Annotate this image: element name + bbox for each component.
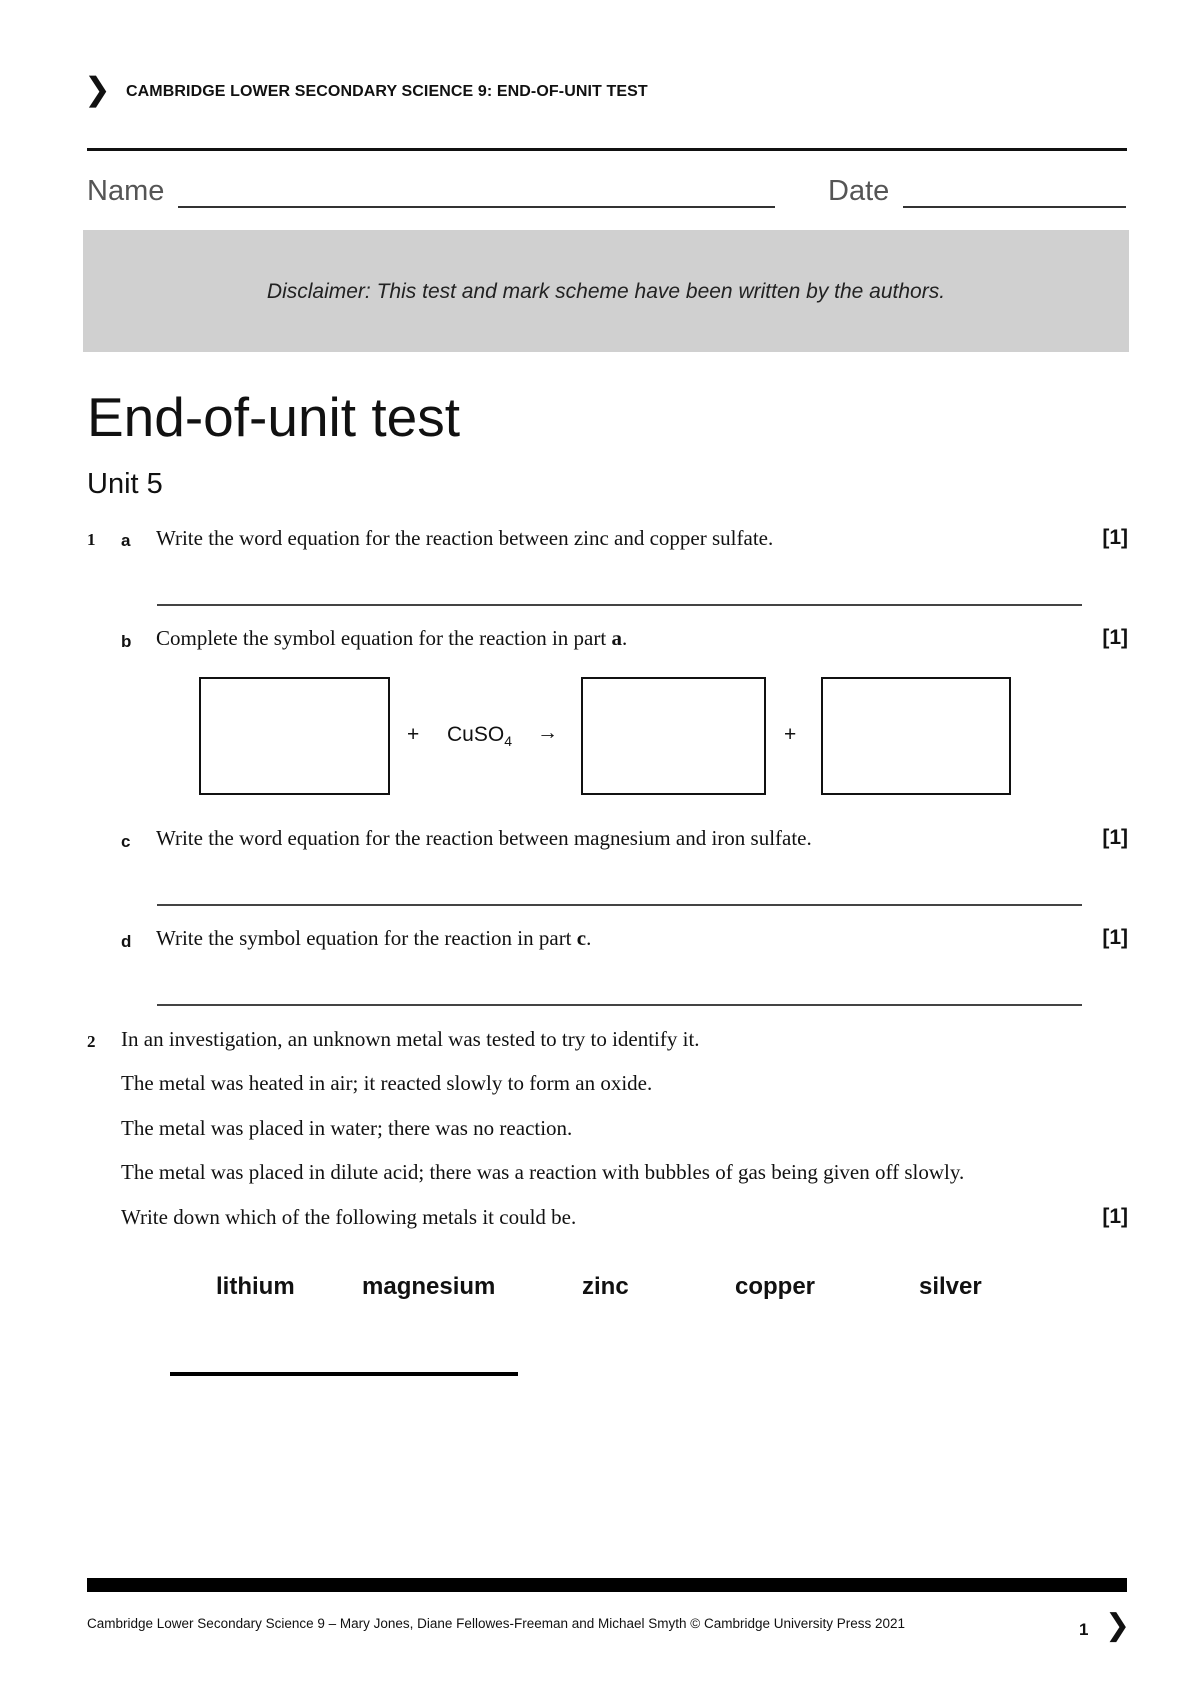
question-1a-text: Write the word equation for the reaction between zinc and copper sulfate. bbox=[156, 526, 774, 550]
question-2-line-5: Write down which of the following metals it could be. bbox=[121, 1205, 577, 1229]
equation-plus: + bbox=[407, 723, 420, 746]
question-1b-text: Complete the symbol equation for the reaction in part a. bbox=[156, 626, 628, 650]
question-1a-answer-line[interactable] bbox=[157, 604, 1082, 606]
question-1a-letter: a bbox=[121, 531, 131, 550]
question-1c-answer-line[interactable] bbox=[157, 904, 1082, 906]
footer-text: Cambridge Lower Secondary Science 9 – Mary Jones, Diane Fellowes-Freeman and Michael Smyth © Cambridge University Press 2021 bbox=[87, 1616, 906, 1631]
question-1b-marks: [1] bbox=[1102, 626, 1128, 649]
date-label: Date bbox=[828, 175, 890, 207]
equation-plus-2: + bbox=[784, 723, 797, 746]
footer-rule bbox=[87, 1578, 1127, 1592]
question-2-line-4: The metal was placed in dilute acid; there was a reaction with bubbles of gas being given off slowly. bbox=[121, 1160, 965, 1184]
metal-option-copper: copper bbox=[735, 1273, 816, 1300]
question-1b-letter: b bbox=[121, 632, 132, 651]
equation-box-reactant[interactable] bbox=[199, 677, 390, 795]
question-1d-marks: [1] bbox=[1102, 926, 1128, 949]
equation-copper-sulfate: CuSO$_4$ bbox=[447, 723, 512, 750]
equation-box-product-2[interactable] bbox=[821, 677, 1011, 795]
chevron-right-icon[interactable]: ❯ bbox=[1105, 1608, 1131, 1643]
question-1-number: 1 bbox=[87, 530, 96, 549]
page-number: 1 bbox=[1079, 1620, 1089, 1639]
metal-option-silver: silver bbox=[919, 1273, 982, 1300]
question-2-line-3: The metal was placed in water; there was no reaction. bbox=[121, 1116, 573, 1140]
metal-option-zinc: zinc bbox=[582, 1273, 629, 1300]
question-2-line-1: In an investigation, an unknown metal was tested to try to identify it. bbox=[121, 1027, 700, 1051]
disclaimer-text: Disclaimer: This test and mark scheme have been written by the authors. bbox=[266, 280, 946, 303]
equation-box-product-1[interactable] bbox=[581, 677, 766, 795]
page-title: End-of-unit test bbox=[87, 386, 460, 448]
question-1c-letter: c bbox=[121, 832, 131, 851]
header-title: CAMBRIDGE LOWER SECONDARY SCIENCE 9: END-OF-UNIT TEST bbox=[126, 83, 648, 100]
question-1d-text: Write the symbol equation for the reaction in part c. bbox=[156, 926, 592, 950]
metal-option-magnesium: magnesium bbox=[362, 1273, 496, 1300]
header-rule bbox=[87, 148, 1127, 151]
question-2-number: 2 bbox=[87, 1032, 96, 1051]
date-field[interactable] bbox=[903, 206, 1126, 208]
question-1a-marks: [1] bbox=[1102, 526, 1128, 549]
name-label: Name bbox=[87, 175, 165, 207]
question-1d-answer-line[interactable] bbox=[157, 1004, 1082, 1006]
unit-heading: Unit 5 bbox=[87, 468, 163, 500]
equation-arrow: → bbox=[537, 721, 558, 744]
name-field[interactable] bbox=[178, 206, 775, 208]
question-2-line-2: The metal was heated in air; it reacted slowly to form an oxide. bbox=[121, 1071, 653, 1095]
metal-option-lithium: lithium bbox=[216, 1273, 295, 1300]
question-1c-text: Write the word equation for the reaction between magnesium and iron sulfate. bbox=[156, 826, 812, 850]
question-1d-letter: d bbox=[121, 932, 132, 951]
question-1c-marks: [1] bbox=[1102, 826, 1128, 849]
question-2-answer-line[interactable] bbox=[170, 1372, 518, 1376]
chevron-right-icon: ❯ bbox=[84, 70, 111, 108]
question-2-marks: [1] bbox=[1102, 1205, 1128, 1228]
